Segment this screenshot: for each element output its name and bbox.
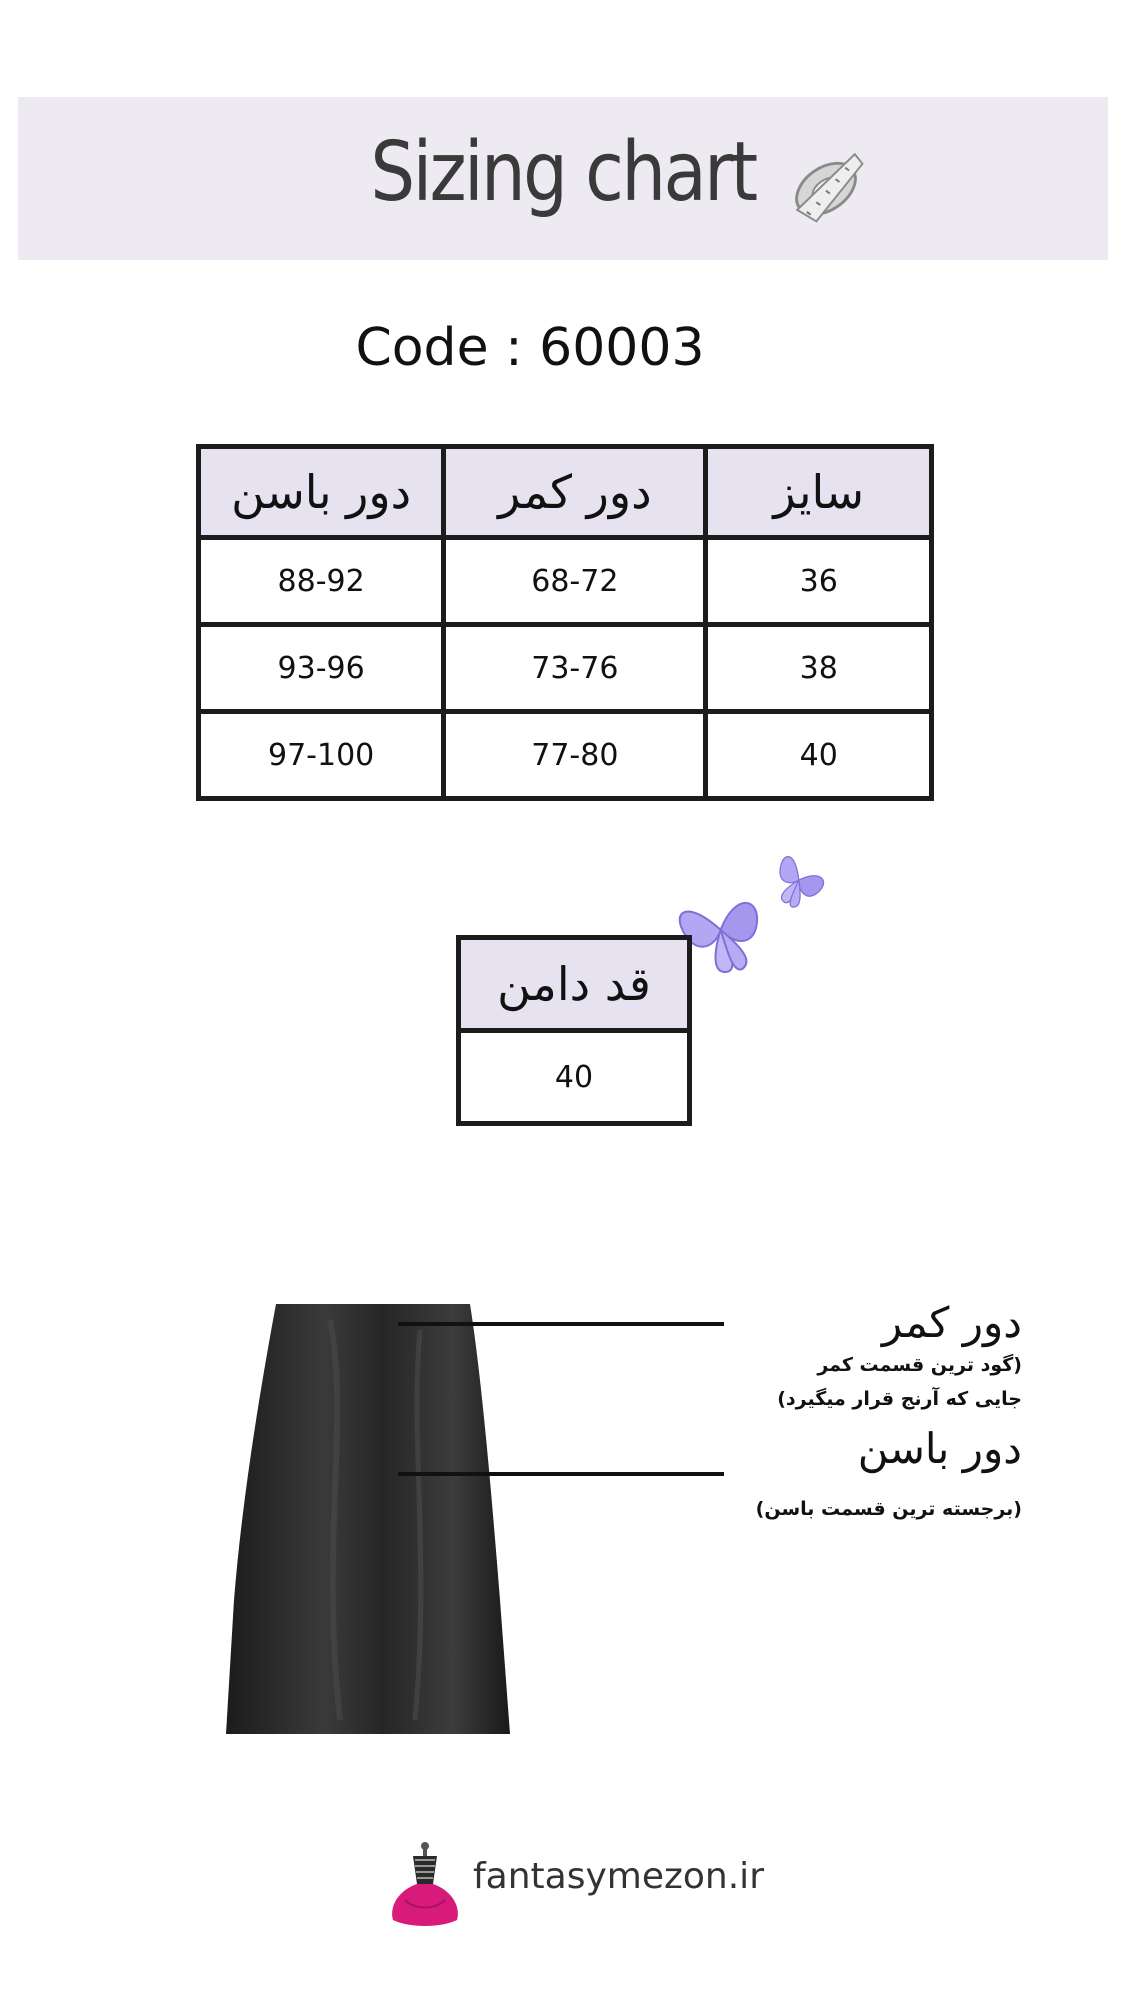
header-banner <box>18 97 1108 260</box>
measuring-tape-icon <box>778 135 874 231</box>
waist-note-1: (گود ترین قسمت کمر <box>817 1354 1022 1376</box>
cell-size: 38 <box>706 625 932 712</box>
size-table-header-row <box>199 447 932 538</box>
cell-waist: 77-80 <box>444 712 706 799</box>
header-waist: دور کمر <box>444 447 706 538</box>
table-row <box>199 538 932 625</box>
footer-brand <box>385 1840 785 1930</box>
product-code: Code : 60003 <box>355 318 705 378</box>
header-skirt-length: قد دامن <box>459 938 690 1031</box>
cell-size: 40 <box>706 712 932 799</box>
cell-waist: 68-72 <box>444 538 706 625</box>
page-title: Sizing chart <box>370 125 756 220</box>
cell-size: 36 <box>706 538 932 625</box>
hip-note: (برجسته ترین قسمت باسن) <box>755 1498 1022 1520</box>
header-size: سایز <box>706 447 932 538</box>
cell-hip: 97-100 <box>199 712 444 799</box>
waist-label: دور کمر <box>881 1298 1022 1347</box>
table-row <box>199 625 932 712</box>
cell-waist: 73-76 <box>444 625 706 712</box>
table-row <box>199 712 932 799</box>
cell-hip: 93-96 <box>199 625 444 712</box>
table-row <box>459 1031 690 1124</box>
header-hip: دور باسن <box>199 447 444 538</box>
skirt-illustration <box>220 1300 520 1736</box>
waist-pointer-line <box>398 1322 724 1326</box>
waist-note-2: جایی که آرنج قرار میگیرد) <box>777 1388 1022 1410</box>
size-table <box>196 444 934 801</box>
dress-mannequin-icon <box>385 1840 465 1930</box>
hip-pointer-line <box>398 1472 724 1476</box>
brand-url: fantasymezon.ir <box>473 1856 764 1897</box>
butterfly-icon <box>668 848 840 978</box>
length-table-header-row <box>459 938 690 1031</box>
cell-skirt-length: 40 <box>459 1031 690 1124</box>
cell-hip: 88-92 <box>199 538 444 625</box>
skirt-length-table <box>456 935 692 1126</box>
hip-label: دور باسن <box>857 1424 1022 1473</box>
